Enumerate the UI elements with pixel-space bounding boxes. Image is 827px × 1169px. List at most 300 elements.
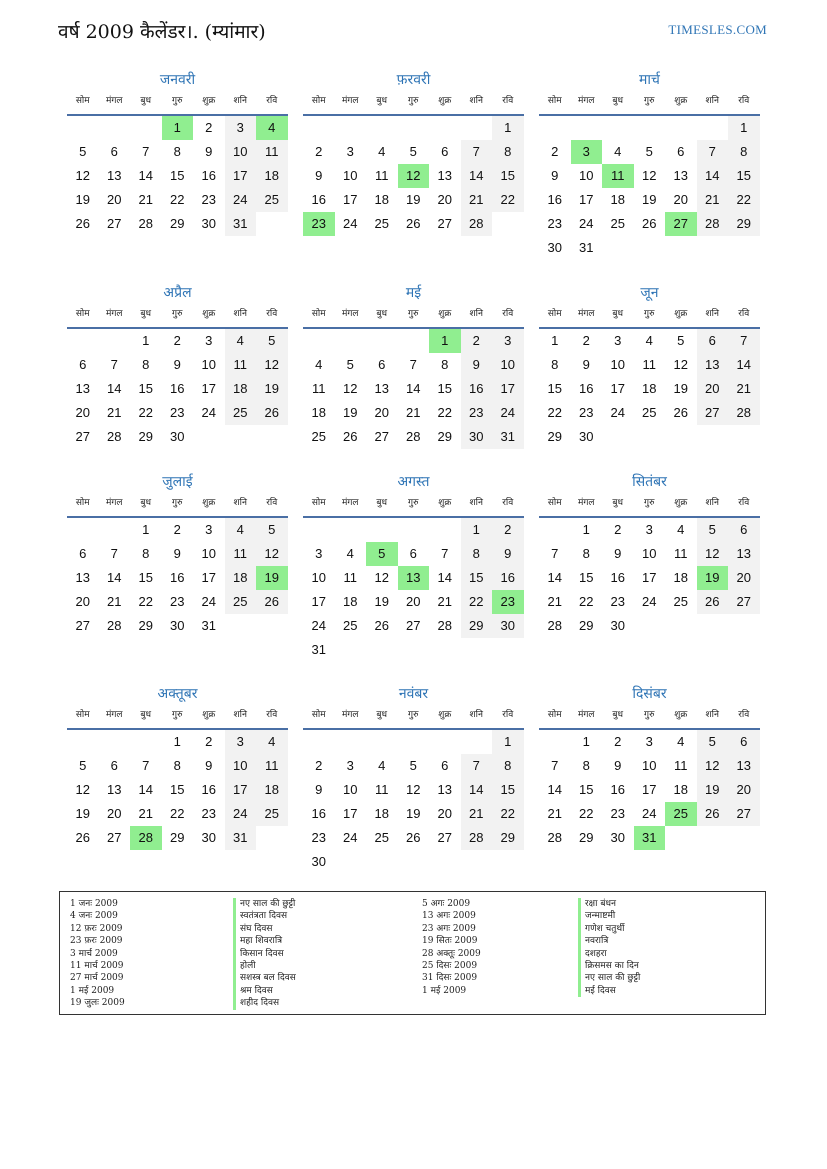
weekday-label: शनि [233,309,247,319]
day-cell: 22 [579,594,594,609]
day-cell: 31 [201,618,216,633]
empty-cell [429,116,461,140]
empty-cell [130,730,162,754]
day-cell: 9 [551,168,559,183]
day-cell: 20 [406,594,421,609]
day-cell: 3 [205,522,213,537]
day-cell: 10 [311,570,326,585]
empty-cell [429,850,461,874]
day-cell: 7 [142,758,150,773]
week-row [303,140,524,164]
empty-cell [99,116,131,140]
month-name: दिसंबर [632,686,667,702]
weekday-label: रवि [738,710,750,720]
holiday-date: 5 अगः 2009 [422,899,471,909]
day-cell: 17 [343,806,358,821]
day-cell: 28 [547,830,562,845]
day-cell: 30 [579,429,594,444]
day-cell: 7 [728,329,760,353]
day-cell: 13 [374,381,389,396]
weekday-label: रवि [266,498,278,508]
holiday-date: 23 फ़रः 2009 [70,936,123,947]
weekday-label: गुरु [644,710,655,720]
week-row [67,542,288,566]
month-1 [67,70,288,236]
day-cell: 8 [551,357,559,372]
day-cell: 6 [79,357,87,372]
day-cell: 7 [409,357,417,372]
day-cell: 14 [547,782,562,797]
day-cell: 12 [642,168,657,183]
day-cell: 4 [225,518,257,542]
holiday-date: 13 अगः 2009 [422,911,476,922]
day-cell: 1 [728,116,760,140]
day-cell: 16 [170,570,185,585]
day-cell: 29 [461,614,493,638]
day-cell: 2 [614,522,622,537]
week-row [67,518,288,542]
month-name: सितंबर [632,474,667,490]
day-cell: 9 [492,542,524,566]
holiday-name: मई दिवस [585,985,616,996]
day-cell: 16 [201,168,216,183]
day-cell: 31 [225,826,257,850]
week-row [303,401,524,425]
day-cell: 29 [579,830,594,845]
week-row [539,116,760,140]
empty-cell [697,236,729,260]
empty-cell [728,236,760,260]
day-cell: 5 [677,333,685,348]
day-cell: 22 [579,806,594,821]
day-cell: 21 [437,594,452,609]
weekday-header [303,303,524,329]
week-row [303,638,524,662]
day-cell: 7 [142,144,150,159]
month-12 [539,684,760,850]
day-cell: 19 [673,381,688,396]
day-cell: 17 [201,381,216,396]
weekday-label: मंगल [577,498,595,508]
day-cell: 1 [142,333,150,348]
holiday-day-cell: 1 [429,329,461,353]
weekday-label: सोम [547,710,562,720]
day-cell: 15 [437,381,452,396]
day-cell: 8 [492,754,524,778]
day-cell: 21 [138,806,153,821]
day-cell: 16 [579,381,594,396]
day-cell: 14 [461,778,493,802]
month-name: मई [405,285,422,301]
week-row [303,353,524,377]
day-cell: 9 [461,353,493,377]
weekday-label: शुक्र [674,498,688,508]
weekday-label: मंगल [577,710,595,720]
day-cell: 27 [374,429,389,444]
empty-cell [461,116,493,140]
empty-cell [225,425,257,449]
day-cell: 20 [673,192,688,207]
day-cell: 17 [492,377,524,401]
weekday-label: बुध [612,710,624,720]
day-cell: 20 [75,594,90,609]
empty-cell [335,116,367,140]
day-cell: 14 [547,570,562,585]
empty-cell [366,116,398,140]
holiday-date: 27 मार्च 2009 [70,973,124,984]
holiday-names-column-1 [233,898,296,1010]
weekday-label: सोम [311,309,326,319]
day-cell: 6 [110,758,118,773]
day-cell: 8 [142,357,150,372]
day-cell: 4 [346,546,354,561]
day-cell: 23 [579,405,594,420]
week-row [303,590,524,614]
day-cell: 27 [406,618,421,633]
day-cell: 25 [610,216,625,231]
day-cell: 23 [547,216,562,231]
day-cell: 7 [441,546,449,561]
holiday-name: शहीद दिवस [240,998,280,1009]
day-cell: 27 [697,401,729,425]
day-cell: 24 [642,806,657,821]
empty-cell [366,638,398,662]
day-cell: 13 [728,542,760,566]
holiday-day-cell: 28 [130,826,162,850]
day-cell: 30 [201,830,216,845]
day-cell: 6 [728,730,760,754]
day-cell: 17 [642,570,657,585]
day-cell: 25 [225,401,257,425]
empty-cell [366,518,398,542]
day-cell: 28 [437,618,452,633]
day-cell: 31 [311,642,326,657]
weekday-label: बुध [376,710,388,720]
day-cell: 4 [378,144,386,159]
day-cell: 24 [642,594,657,609]
day-cell: 19 [406,192,421,207]
day-cell: 5 [79,758,87,773]
day-cell: 21 [107,594,122,609]
day-cell: 3 [315,546,323,561]
day-cell: 18 [374,806,389,821]
weekday-label: शुक्र [438,96,452,106]
week-row [539,778,760,802]
site-link[interactable]: TIMESLES.COM [668,22,767,37]
weekday-label: गुरु [408,309,419,319]
day-cell: 28 [138,216,153,231]
holiday-name: जन्माष्टमी [585,911,616,922]
day-cell: 14 [437,570,452,585]
empty-cell [665,425,697,449]
day-cell: 5 [697,518,729,542]
holiday-name: नए साल की छुट्टी [585,973,641,984]
weekday-label: गुरु [644,309,655,319]
week-row [539,826,760,850]
day-cell: 14 [138,168,153,183]
day-cell: 30 [610,618,625,633]
empty-cell [67,329,99,353]
month-name: नवंबर [398,686,429,702]
weekday-label: शनि [705,96,719,106]
week-row [539,614,760,638]
holiday-name: नवरात्रि [585,936,609,947]
empty-cell [571,116,603,140]
day-cell: 19 [256,377,288,401]
day-cell: 2 [461,329,493,353]
holiday-dates-column-2 [422,898,481,997]
day-cell: 21 [406,405,421,420]
week-row [303,425,524,449]
empty-cell [461,850,493,874]
day-cell: 11 [312,381,326,396]
day-cell: 16 [547,192,562,207]
week-row [539,164,760,188]
weekday-label: मंगल [341,96,359,106]
day-cell: 25 [673,594,688,609]
day-cell: 29 [138,429,153,444]
day-cell: 14 [697,164,729,188]
day-cell: 29 [170,216,185,231]
weekday-label: शनि [469,498,483,508]
weekday-label: सोम [75,710,90,720]
week-row [303,377,524,401]
day-cell: 8 [173,758,181,773]
holiday-date: 19 जुलः 2009 [70,998,125,1009]
weekday-label: रवि [266,710,278,720]
holiday-name: दशहरा [585,948,607,959]
weekday-header [67,90,288,116]
day-cell: 8 [173,144,181,159]
day-cell: 19 [697,778,729,802]
day-cell: 12 [75,782,90,797]
week-row [67,377,288,401]
month-4 [67,283,288,449]
empty-cell [398,638,430,662]
day-cell: 4 [677,522,685,537]
day-cell: 16 [311,192,326,207]
week-row [303,116,524,140]
holiday-date: 23 अगः 2009 [422,923,476,934]
weekday-label: सोम [75,309,90,319]
day-cell: 24 [201,594,216,609]
day-cell: 30 [547,240,562,255]
week-row [67,730,288,754]
day-cell: 13 [673,168,688,183]
weekday-label: शुक्र [438,498,452,508]
day-cell: 13 [728,754,760,778]
day-cell: 18 [642,381,657,396]
weekday-header [539,492,760,518]
day-cell: 4 [256,730,288,754]
weekday-label: रवि [266,96,278,106]
day-cell: 9 [173,546,181,561]
week-row [303,802,524,826]
empty-cell [634,614,666,638]
weekday-label: बुध [140,309,152,319]
day-cell: 18 [225,566,257,590]
day-cell: 15 [579,782,594,797]
holiday-name: संघ दिवस [240,923,273,934]
week-row [303,566,524,590]
day-cell: 5 [409,144,417,159]
month-10 [67,684,288,850]
day-cell: 12 [256,353,288,377]
empty-cell [492,212,524,236]
day-cell: 27 [107,216,122,231]
weekday-label: शनि [705,710,719,720]
holiday-name: सशस्त्र बल दिवस [240,973,296,984]
day-cell: 22 [492,188,524,212]
day-cell: 16 [461,377,493,401]
day-cell: 30 [492,614,524,638]
day-cell: 6 [728,518,760,542]
weekday-label: सोम [547,309,562,319]
holiday-day-cell: 23 [303,212,335,236]
day-cell: 2 [205,734,213,749]
day-cell: 26 [642,216,657,231]
day-cell: 4 [677,734,685,749]
day-cell: 15 [170,782,185,797]
holiday-list [59,891,766,1015]
empty-cell [303,730,335,754]
weekday-label: शनि [469,309,483,319]
day-cell: 28 [107,429,122,444]
day-cell: 21 [461,802,493,826]
month-name: जून [640,285,659,301]
day-cell: 18 [673,782,688,797]
day-cell: 1 [142,522,150,537]
empty-cell [728,425,760,449]
weekday-label: शनि [233,498,247,508]
holiday-day-cell: 19 [697,566,729,590]
day-cell: 2 [205,120,213,135]
day-cell: 29 [437,429,452,444]
month-11 [303,684,524,874]
day-cell: 11 [225,353,257,377]
day-cell: 31 [579,240,594,255]
day-cell: 23 [461,401,493,425]
day-cell: 9 [205,144,213,159]
weekday-label: बुध [612,309,624,319]
empty-cell [99,730,131,754]
day-cell: 10 [642,758,657,773]
day-cell: 5 [409,758,417,773]
day-cell: 8 [142,546,150,561]
day-cell: 18 [374,192,389,207]
week-row [303,542,524,566]
day-cell: 30 [311,854,326,869]
day-cell: 25 [343,618,358,633]
weekday-label: सोम [311,96,326,106]
day-cell: 17 [311,594,326,609]
empty-cell [256,425,288,449]
empty-cell [366,850,398,874]
empty-cell [335,850,367,874]
day-cell: 21 [697,188,729,212]
day-cell: 10 [610,357,625,372]
empty-cell [366,730,398,754]
empty-cell [602,425,634,449]
day-cell: 26 [406,216,421,231]
day-cell: 4 [645,333,653,348]
day-cell: 15 [492,164,524,188]
day-cell: 1 [582,522,590,537]
month-name: मार्च [639,72,660,88]
weekday-label: मंगल [105,498,123,508]
holiday-name: नए साल की छुट्टी [240,899,296,909]
day-cell: 26 [75,830,90,845]
day-cell: 24 [311,618,326,633]
day-cell: 2 [551,144,559,159]
weekday-header [539,303,760,329]
holiday-name: गणेश चतुर्थी [585,923,625,934]
empty-cell [67,518,99,542]
day-cell: 18 [673,570,688,585]
holiday-day-cell: 12 [398,164,430,188]
week-row [303,212,524,236]
day-cell: 17 [225,778,257,802]
day-cell: 25 [225,590,257,614]
day-cell: 8 [461,542,493,566]
empty-cell [602,236,634,260]
day-cell: 29 [138,618,153,633]
weekday-label: मंगल [105,710,123,720]
weekday-header [67,492,288,518]
empty-cell [492,638,524,662]
day-cell: 7 [461,754,493,778]
holiday-day-cell: 13 [398,566,430,590]
weekday-label: शनि [705,498,719,508]
month-7 [67,472,288,638]
weekday-label: शनि [705,309,719,319]
week-row [539,353,760,377]
empty-cell [539,730,571,754]
empty-cell [602,116,634,140]
day-cell: 18 [343,594,358,609]
day-cell: 28 [107,618,122,633]
empty-cell [492,850,524,874]
day-cell: 23 [610,806,625,821]
day-cell: 21 [461,188,493,212]
weekday-label: बुध [376,96,388,106]
day-cell: 10 [642,546,657,561]
day-cell: 15 [461,566,493,590]
empty-cell [398,518,430,542]
day-cell: 3 [225,730,257,754]
day-cell: 20 [107,192,122,207]
day-cell: 12 [75,168,90,183]
weekday-label: मंगल [341,710,359,720]
empty-cell [99,329,131,353]
day-cell: 24 [610,405,625,420]
day-cell: 24 [343,830,358,845]
holiday-date: 1 मई 2009 [422,985,467,996]
day-cell: 7 [461,140,493,164]
empty-cell [67,116,99,140]
month-name: अक्तूबर [157,686,198,702]
week-row [67,401,288,425]
day-cell: 9 [614,546,622,561]
day-cell: 8 [492,140,524,164]
day-cell: 6 [409,546,417,561]
day-cell: 17 [225,164,257,188]
day-cell: 3 [225,116,257,140]
holiday-date: 3 मार्च 2009 [70,948,118,959]
day-cell: 10 [225,140,257,164]
day-cell: 10 [225,754,257,778]
empty-cell [335,730,367,754]
